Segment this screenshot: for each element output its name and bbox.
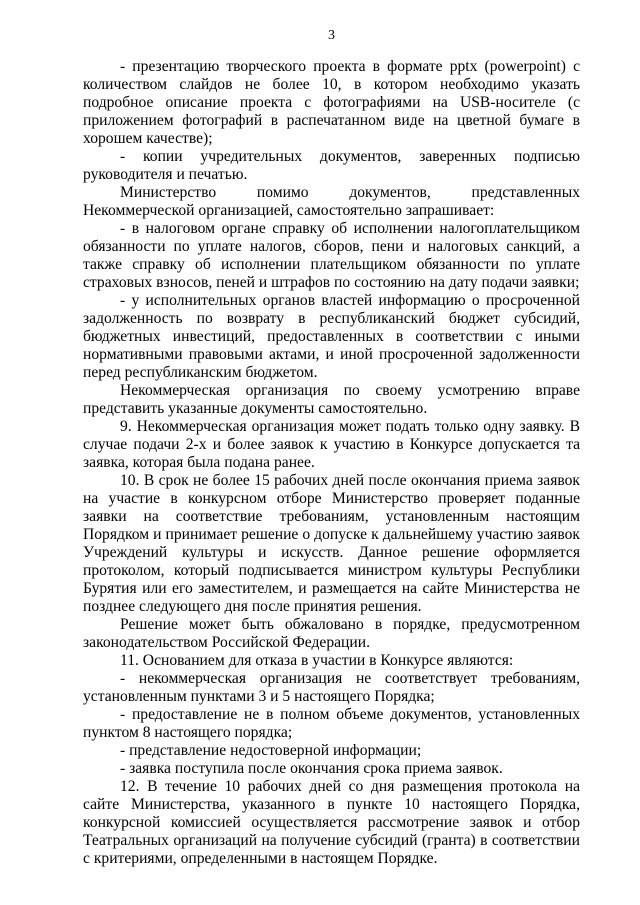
paragraph-refusal-late: - заявка поступила после окончания срока приема заявок. (120, 760, 503, 777)
paragraph-presentation-requirement: - презентацию творческого проекта в формате pptx (powerpoint) с количеством слайдов не более 10, в котором необходимо указать подробное описание проекта с фотографиями на USB-носителе (с приложением фотографий в распечатанном виде на цветной бумаге в хорошем качестве); (83, 58, 580, 147)
document-page (83, 28, 580, 868)
paragraph-clause-12: 12. В течение 10 рабочих дней со дня размещения протокола на сайте Министерства, указанного в пункте 10 настоящего Порядка, конкурсной комиссией осуществляется рассмотрение заявок и отбор Театральных организаций на получение субсидий (гранта) в соответствии с критериями, определенными в настоящем Порядке. (83, 778, 580, 867)
paragraph-clause-10: 10. В срок не более 15 рабочих дней после окончания приема заявок на участие в конкурсном отборе Министерство проверяет поданные заявки на соответствие требованиям, установленным настоящим Порядком и принимает решение о допуске к дальнейшему участию заявок Учреждений культуры и искусств. Данное решение оформляется протоколом, который подписывается министром культуры Республики Бурятия или его заместителем, и размещается на сайте Министерства не позднее следующего дня после принятия решения. (83, 472, 580, 615)
paragraph-overdue-debt-info: - у исполнительных органов властей информацию о просроченной задолженность по возврату в республиканский бюджет субсидий, бюджетных инвестиций, предоставленных в соответствии с иными нормативными правовыми актами, и иной просроченной задолженности перед республиканским бюджетом. (83, 292, 580, 381)
paragraph-appeal: Решение может быть обжаловано в порядке, предусмотренном законодательством Российской Федерации. (83, 616, 580, 651)
paragraph-refusal-incomplete-docs: - предоставление не в полном объеме документов, установленных пунктом 8 настоящего порядка; (83, 706, 580, 741)
paragraph-tax-certificate: - в налоговом органе справку об исполнении налогоплательщиком обязанности по уплате налогов, сборов, пени и налоговых санкций, а также справку об исполнении плательщиком обязанности по уплате страховых взносов, пеней и штрафов по состоянию на дату подачи заявки; (83, 220, 580, 291)
paragraph-clause-9: 9. Некоммерческая организация может подать только одну заявку. В случае подачи 2-х и более заявок к участию в Конкурсе допускается та заявка, которая была подана ранее. (83, 418, 580, 471)
paragraph-refusal-false-info: - представление недостоверной информации; (120, 742, 422, 759)
paragraph-ministry-requests: Министерство помимо документов, представленных Некоммерческой организацией, самостоятельно запрашивает: (83, 184, 580, 219)
paragraph-self-submission: Некоммерческая организация по своему усмотрению вправе представить указанные документы самостоятельно. (83, 382, 580, 417)
paragraph-founding-documents: - копии учредительных документов, заверенных подписью руководителя и печатью. (83, 148, 580, 183)
page-number: 3 (328, 28, 335, 43)
paragraph-clause-11: 11. Основанием для отказа в участии в Конкурсе являются: (120, 652, 514, 669)
paragraph-refusal-requirements: - некоммерческая организация не соответствует требованиям, установленным пунктами 3 и 5 настоящего Порядка; (83, 670, 580, 705)
